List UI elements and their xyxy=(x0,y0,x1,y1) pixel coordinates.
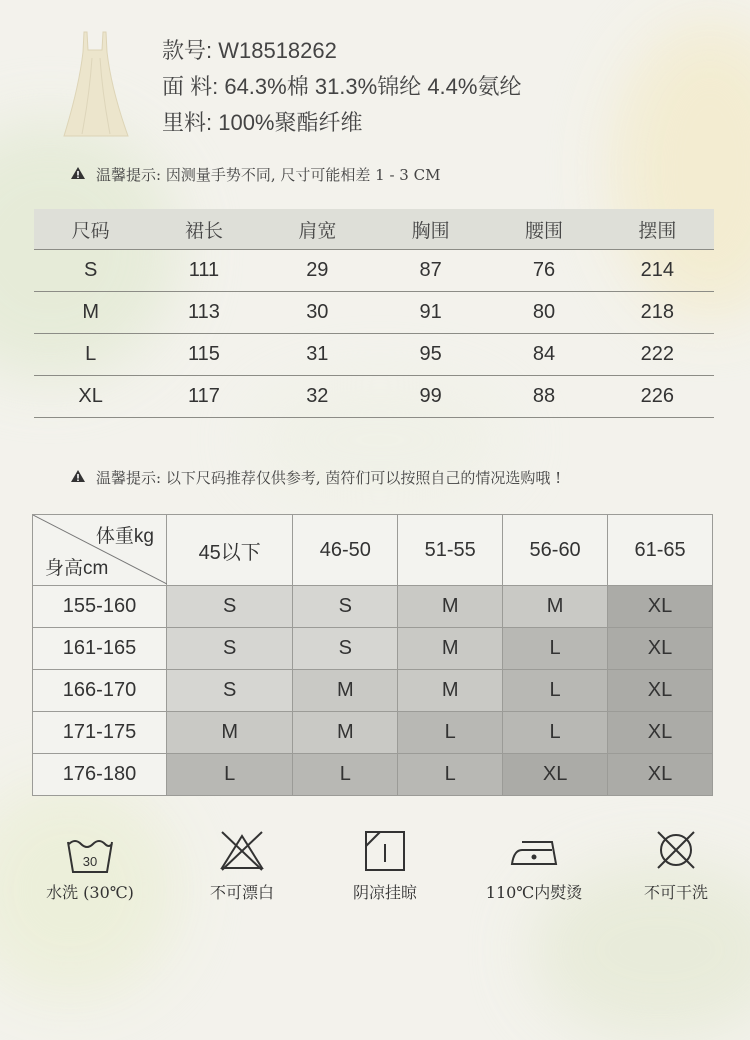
table-cell: 87 xyxy=(374,250,487,292)
size-cell: S xyxy=(167,628,293,670)
weight-axis-label: 体重kg xyxy=(95,526,154,547)
size-cell: S xyxy=(167,586,293,628)
height-row-header: 176-180 xyxy=(33,754,167,796)
height-row-header: 166-170 xyxy=(33,670,167,712)
height-axis-label: 身高cm xyxy=(45,558,109,579)
table-cell: 99 xyxy=(374,376,487,418)
table-cell: S xyxy=(34,250,147,292)
table-row xyxy=(33,586,713,628)
size-recommendation-table xyxy=(32,514,713,796)
product-thumbnail xyxy=(60,28,132,140)
size-cell: M xyxy=(398,670,503,712)
height-row-header: 155-160 xyxy=(33,586,167,628)
table-cell: 222 xyxy=(601,334,714,376)
table-row xyxy=(34,376,714,418)
size-cell: M xyxy=(398,628,503,670)
size-cell: L xyxy=(503,712,608,754)
corner-header xyxy=(33,515,167,586)
iron-110-icon xyxy=(508,828,560,874)
table-cell: 218 xyxy=(601,292,714,334)
no-bleach-icon xyxy=(218,828,266,874)
table-row xyxy=(34,334,714,376)
table-cell: 91 xyxy=(374,292,487,334)
size-cell: L xyxy=(503,670,608,712)
care-label: 不可干洗 xyxy=(643,883,708,902)
size-cell: XL xyxy=(503,754,608,796)
weight-column-header: 46-50 xyxy=(293,515,398,586)
size-chart-table xyxy=(34,209,714,418)
style-number: 款号: W18518262 xyxy=(162,38,337,63)
weight-column-header: 61-65 xyxy=(608,515,713,586)
care-label: 阴凉挂晾 xyxy=(352,883,417,902)
header-size: 尺码 xyxy=(34,209,147,250)
table-cell: 214 xyxy=(601,250,714,292)
wash-30-icon xyxy=(65,828,115,874)
height-row-header: 161-165 xyxy=(33,628,167,670)
size-cell: XL xyxy=(608,712,713,754)
no-dry-clean-icon xyxy=(653,828,699,874)
table-cell: M xyxy=(34,292,147,334)
weight-column-header: 56-60 xyxy=(503,515,608,586)
table-cell: 80 xyxy=(487,292,600,334)
wash-temperature: 30 xyxy=(82,854,98,869)
size-cell: XL xyxy=(608,586,713,628)
table-cell: 117 xyxy=(147,376,260,418)
size-cell: M xyxy=(293,670,398,712)
size-cell: S xyxy=(293,586,398,628)
care-wash xyxy=(30,828,150,903)
size-cell: L xyxy=(293,754,398,796)
table-row xyxy=(33,670,713,712)
size-cell: L xyxy=(398,712,503,754)
warning-icon xyxy=(70,469,86,483)
table-row xyxy=(34,292,714,334)
care-label: 水洗 (30℃) xyxy=(46,883,134,902)
line-dry-shade-icon xyxy=(363,828,407,874)
size-cell: M xyxy=(293,712,398,754)
table-cell: 29 xyxy=(261,250,374,292)
table-cell: 113 xyxy=(147,292,260,334)
care-iron xyxy=(470,828,598,903)
tip-text: 温馨提示: 因测量手势不同, 尺寸可能相差 1 - 3 CM xyxy=(96,166,441,184)
header-length: 裙长 xyxy=(147,209,260,250)
size-cell: M xyxy=(167,712,293,754)
table-cell: 31 xyxy=(261,334,374,376)
size-cell: XL xyxy=(608,628,713,670)
fabric-composition: 面 料: 64.3%棉 31.3%锦纶 4.4%氨纶 xyxy=(162,74,522,99)
table-row xyxy=(33,628,713,670)
table-cell: 111 xyxy=(147,250,260,292)
table-cell: 88 xyxy=(487,376,600,418)
care-line-dry xyxy=(333,828,437,903)
size-cell: M xyxy=(398,586,503,628)
table-row xyxy=(33,754,713,796)
table-cell: 115 xyxy=(147,334,260,376)
table-cell: 95 xyxy=(374,334,487,376)
size-cell: L xyxy=(398,754,503,796)
measurement-tip xyxy=(70,164,440,185)
weight-column-header: 45以下 xyxy=(167,515,293,586)
care-no-dry-clean xyxy=(628,828,724,903)
header-waist: 腰围 xyxy=(487,209,600,250)
size-cell: XL xyxy=(608,670,713,712)
table-cell: 76 xyxy=(487,250,600,292)
care-label: 110℃内熨烫 xyxy=(485,883,583,902)
table-cell: 30 xyxy=(261,292,374,334)
care-label: 不可漂白 xyxy=(209,883,274,902)
table-cell: 226 xyxy=(601,376,714,418)
table-row xyxy=(34,250,714,292)
table-cell: 32 xyxy=(261,376,374,418)
warning-icon xyxy=(70,166,86,180)
tip-text: 温馨提示: 以下尺码推荐仅供参考, 茵符们可以按照自己的情况选购哦 ! xyxy=(96,469,562,487)
header-shoulder: 肩宽 xyxy=(261,209,374,250)
table-cell: 84 xyxy=(487,334,600,376)
lining-composition: 里料: 100%聚酯纤维 xyxy=(162,110,363,135)
recommendation-header-row xyxy=(33,515,713,586)
header-hem: 摆围 xyxy=(601,209,714,250)
table-cell: L xyxy=(34,334,147,376)
care-no-bleach xyxy=(190,828,294,903)
size-cell: S xyxy=(293,628,398,670)
size-cell: L xyxy=(167,754,293,796)
table-row xyxy=(33,712,713,754)
size-cell: XL xyxy=(608,754,713,796)
size-cell: L xyxy=(503,628,608,670)
height-row-header: 171-175 xyxy=(33,712,167,754)
size-cell: S xyxy=(167,670,293,712)
recommendation-tip xyxy=(70,467,561,488)
table-cell: XL xyxy=(34,376,147,418)
size-cell: M xyxy=(503,586,608,628)
weight-column-header: 51-55 xyxy=(398,515,503,586)
header-bust: 胸围 xyxy=(374,209,487,250)
size-chart-header-row xyxy=(34,209,714,250)
